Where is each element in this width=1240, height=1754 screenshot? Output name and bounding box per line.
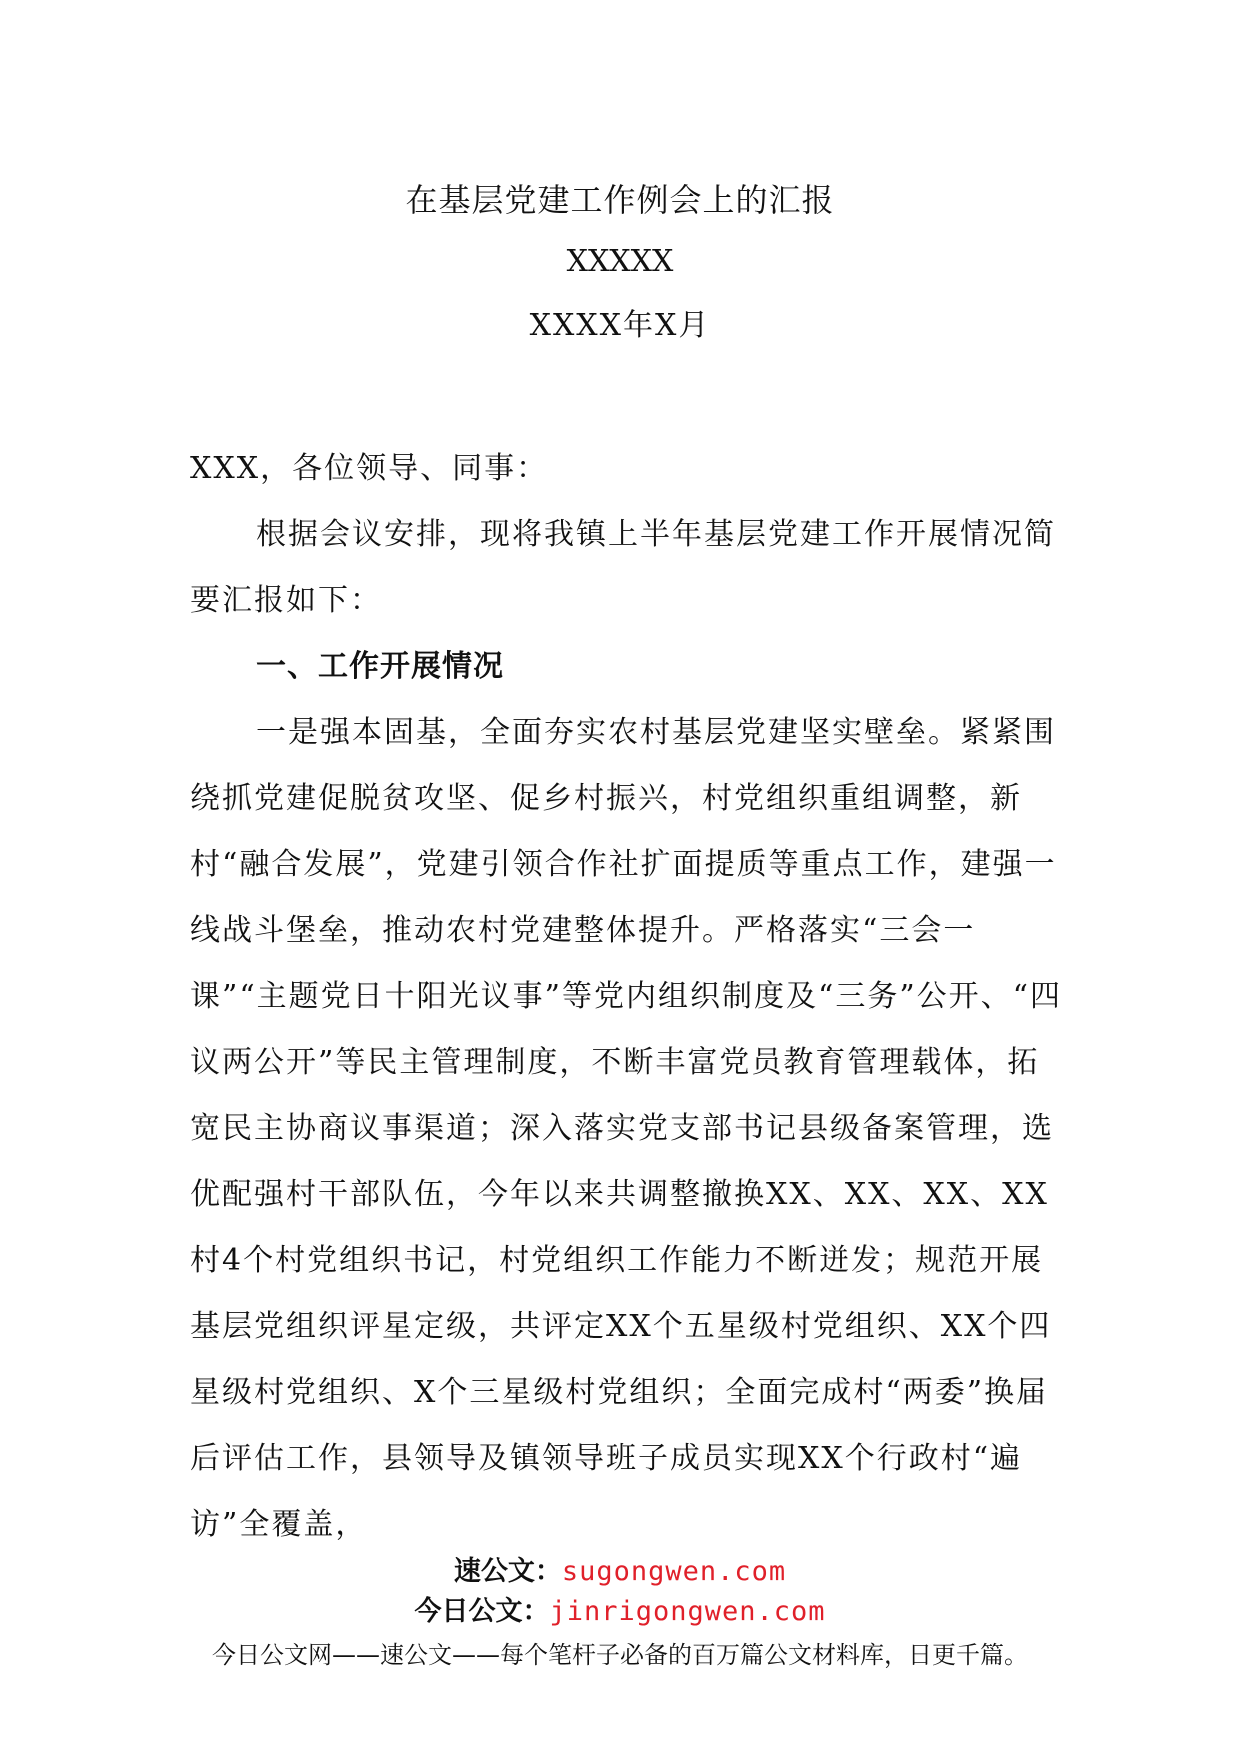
section-heading: 一、工作开展情况 (256, 649, 504, 684)
document-body (190, 436, 1070, 1558)
footer-line-sugongwen (0, 1554, 1240, 1590)
section-paragraph: 一是强本固基，全面夯实农村基层党建坚实壁垒。紧紧围绕抓党建促脱贫攻坚、促乡村振兴，村党组织重组调整，新村“融合发展”，党建引领合作社扩面提质等重点工作，建强一线战斗堡垒，推动农村党建整体提升。严格落实“三会一课”“主题党日十阳光议事”等党内组织制度及“三务”公开、“四议两公开”等民主管理制度，不断丰富党员教育管理载体，拓宽民主协商议事渠道；深入落实党支部书记县级备案管理，选优配强村干部队伍，今年以来共调整撤换XX、XX、XX、XX村4个村党组织书记，村党组织工作能力不断迸发；规范开展基层党组织评星定级，共评定XX个五星级村党组织、XX个四星级村党组织、X个三星级村党组织；全面完成村“两委”换届后评估工作，县领导及镇领导班子成员实现XX个行政村“遍访”全覆盖， (190, 715, 1063, 1542)
sugongwen-link[interactable]: sugongwen.com (561, 1556, 787, 1587)
footer-label-sugongwen: 速公文： (453, 1556, 562, 1587)
intro-paragraph: 根据会议安排，现将我镇上半年基层党建工作开展情况简要汇报如下： (190, 517, 1056, 618)
footer-tagline: 今日公文网——速公文——每个笔杆子必备的百万篇公文材料库，日更千篇。 (212, 1641, 1028, 1669)
document-author: XXXXX (566, 244, 674, 279)
salutation: XXX，各位领导、同事： (190, 451, 549, 486)
jinrigongwen-link[interactable]: jinrigongwen.com (549, 1596, 826, 1627)
document-date: XXXX年X月 (529, 308, 711, 343)
footer-line-jinrigongwen (0, 1594, 1240, 1630)
document-title: 在基层党建工作例会上的汇报 (405, 181, 835, 219)
footer-label-jinrigongwen: 今日公文： (414, 1596, 550, 1627)
